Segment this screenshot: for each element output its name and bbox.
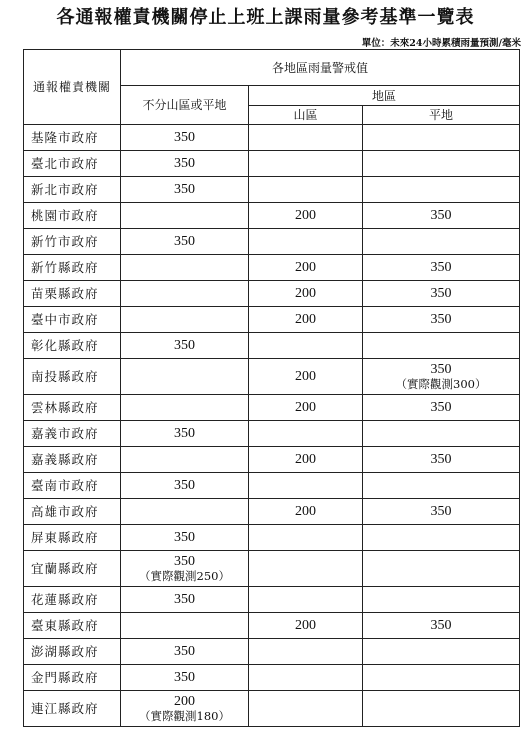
cell-no-distinction-value: 350 bbox=[174, 644, 195, 659]
cell-plain-value: 350 bbox=[430, 286, 452, 301]
cell-agency: 高雄市政府 bbox=[24, 499, 121, 525]
cell-no-distinction bbox=[121, 587, 249, 613]
cell-no-distinction-value: 350 bbox=[174, 234, 195, 249]
cell-plain bbox=[363, 587, 520, 613]
cell-agency: 臺北市政府 bbox=[24, 151, 121, 177]
cell-plain bbox=[363, 691, 520, 727]
cell-mountain bbox=[249, 499, 363, 525]
cell-mountain-value: 200 bbox=[295, 286, 316, 301]
header-no-distinction: 不分山區或平地 bbox=[121, 86, 249, 125]
cell-no-distinction-value: 200 bbox=[174, 694, 195, 709]
header-region: 地區 bbox=[249, 86, 520, 106]
cell-plain bbox=[363, 499, 520, 525]
cell-plain bbox=[363, 551, 520, 587]
cell-agency: 新竹縣政府 bbox=[24, 255, 121, 281]
table-row bbox=[24, 665, 520, 691]
cell-plain-value: 350 bbox=[430, 208, 452, 223]
table-row bbox=[24, 499, 520, 525]
cell-no-distinction bbox=[121, 255, 249, 281]
cell-plain bbox=[363, 333, 520, 359]
cell-plain bbox=[363, 125, 520, 151]
cell-plain-value: 350 bbox=[430, 312, 452, 327]
cell-mountain bbox=[249, 359, 363, 395]
cell-plain bbox=[363, 255, 520, 281]
cell-agency: 澎湖縣政府 bbox=[24, 639, 121, 665]
cell-mountain-value: 200 bbox=[295, 504, 316, 519]
table-row bbox=[24, 395, 520, 421]
cell-mountain bbox=[249, 255, 363, 281]
cell-mountain bbox=[249, 125, 363, 151]
cell-no-distinction-note: （實際觀測180） bbox=[139, 709, 230, 723]
cell-mountain-value: 200 bbox=[295, 208, 316, 223]
cell-plain bbox=[363, 421, 520, 447]
cell-no-distinction bbox=[121, 307, 249, 333]
cell-mountain bbox=[249, 203, 363, 229]
header-mountain: 山區 bbox=[249, 106, 363, 125]
cell-no-distinction bbox=[121, 333, 249, 359]
cell-agency: 嘉義市政府 bbox=[24, 421, 121, 447]
cell-plain bbox=[363, 203, 520, 229]
cell-plain bbox=[363, 525, 520, 551]
cell-plain bbox=[363, 281, 520, 307]
table-row bbox=[24, 151, 520, 177]
cell-no-distinction bbox=[121, 395, 249, 421]
table-row bbox=[24, 447, 520, 473]
cell-no-distinction bbox=[121, 229, 249, 255]
cell-agency: 南投縣政府 bbox=[24, 359, 121, 395]
table-row bbox=[24, 587, 520, 613]
cell-no-distinction-value: 350 bbox=[174, 670, 195, 685]
cell-mountain bbox=[249, 333, 363, 359]
cell-no-distinction-value: 350 bbox=[174, 554, 195, 569]
cell-no-distinction-value: 350 bbox=[174, 426, 195, 441]
header-agency: 通報權責機關 bbox=[24, 50, 121, 125]
cell-no-distinction bbox=[121, 359, 249, 395]
table-row bbox=[24, 473, 520, 499]
cell-mountain bbox=[249, 587, 363, 613]
table-row bbox=[24, 307, 520, 333]
cell-no-distinction-value: 350 bbox=[174, 156, 195, 171]
cell-plain-value: 350 bbox=[430, 452, 452, 467]
cell-mountain-value: 200 bbox=[295, 260, 316, 275]
cell-agency: 嘉義縣政府 bbox=[24, 447, 121, 473]
table-row bbox=[24, 255, 520, 281]
cell-mountain bbox=[249, 229, 363, 255]
cell-no-distinction bbox=[121, 613, 249, 639]
cell-plain-value: 350 bbox=[430, 504, 452, 519]
cell-no-distinction bbox=[121, 203, 249, 229]
cell-plain-value: 350 bbox=[430, 400, 452, 415]
cell-plain-value: 350 bbox=[430, 260, 452, 275]
cell-agency: 屏東縣政府 bbox=[24, 525, 121, 551]
cell-agency: 臺中市政府 bbox=[24, 307, 121, 333]
table-row bbox=[24, 177, 520, 203]
cell-mountain bbox=[249, 177, 363, 203]
cell-mountain bbox=[249, 447, 363, 473]
cell-agency: 連江縣政府 bbox=[24, 691, 121, 727]
cell-agency: 新北市政府 bbox=[24, 177, 121, 203]
cell-agency: 臺東縣政府 bbox=[24, 613, 121, 639]
cell-agency: 雲林縣政府 bbox=[24, 395, 121, 421]
table-row bbox=[24, 229, 520, 255]
cell-mountain bbox=[249, 307, 363, 333]
table-row bbox=[24, 639, 520, 665]
cell-mountain-value: 200 bbox=[295, 400, 316, 415]
cell-no-distinction-value: 350 bbox=[174, 182, 195, 197]
cell-mountain-value: 200 bbox=[295, 312, 316, 327]
table-row bbox=[24, 359, 520, 395]
cell-agency: 花蓮縣政府 bbox=[24, 587, 121, 613]
table-row bbox=[24, 551, 520, 587]
cell-mountain bbox=[249, 665, 363, 691]
table-row bbox=[24, 333, 520, 359]
table-row bbox=[24, 421, 520, 447]
table-row bbox=[24, 613, 520, 639]
cell-plain bbox=[363, 177, 520, 203]
cell-no-distinction bbox=[121, 151, 249, 177]
table-body bbox=[24, 125, 520, 727]
table-row bbox=[24, 281, 520, 307]
cell-no-distinction-value: 350 bbox=[174, 530, 195, 545]
cell-no-distinction bbox=[121, 447, 249, 473]
cell-no-distinction bbox=[121, 639, 249, 665]
cell-mountain bbox=[249, 421, 363, 447]
cell-plain bbox=[363, 613, 520, 639]
cell-no-distinction bbox=[121, 499, 249, 525]
cell-agency: 臺南市政府 bbox=[24, 473, 121, 499]
cell-mountain bbox=[249, 473, 363, 499]
cell-agency: 苗栗縣政府 bbox=[24, 281, 121, 307]
cell-mountain bbox=[249, 525, 363, 551]
cell-plain bbox=[363, 665, 520, 691]
cell-no-distinction bbox=[121, 125, 249, 151]
cell-no-distinction bbox=[121, 665, 249, 691]
cell-plain bbox=[363, 473, 520, 499]
cell-no-distinction-value: 350 bbox=[174, 478, 195, 493]
cell-mountain-value: 200 bbox=[295, 452, 316, 467]
cell-no-distinction-value: 350 bbox=[174, 592, 195, 607]
cell-agency: 宜蘭縣政府 bbox=[24, 551, 121, 587]
cell-mountain-value: 200 bbox=[295, 618, 316, 633]
cell-mountain bbox=[249, 551, 363, 587]
cell-mountain bbox=[249, 691, 363, 727]
cell-no-distinction bbox=[121, 551, 249, 587]
cell-mountain-value: 200 bbox=[295, 369, 316, 384]
cell-no-distinction bbox=[121, 691, 249, 727]
cell-agency: 金門縣政府 bbox=[24, 665, 121, 691]
cell-no-distinction-value: 350 bbox=[174, 338, 195, 353]
cell-plain-note: （實際觀測300） bbox=[395, 377, 487, 391]
rainfall-threshold-table bbox=[23, 49, 520, 727]
cell-plain bbox=[363, 307, 520, 333]
cell-agency: 新竹市政府 bbox=[24, 229, 121, 255]
cell-plain bbox=[363, 229, 520, 255]
cell-mountain bbox=[249, 639, 363, 665]
header-warning-value: 各地區雨量警戒值 bbox=[121, 50, 520, 86]
table-row bbox=[24, 125, 520, 151]
cell-mountain bbox=[249, 151, 363, 177]
cell-mountain bbox=[249, 613, 363, 639]
cell-mountain bbox=[249, 281, 363, 307]
cell-no-distinction bbox=[121, 281, 249, 307]
cell-plain bbox=[363, 639, 520, 665]
table-row bbox=[24, 691, 520, 727]
table-row bbox=[24, 525, 520, 551]
cell-agency: 桃園市政府 bbox=[24, 203, 121, 229]
cell-plain bbox=[363, 359, 520, 395]
cell-plain bbox=[363, 151, 520, 177]
cell-plain-value: 350 bbox=[430, 362, 452, 377]
cell-mountain bbox=[249, 395, 363, 421]
cell-agency: 基隆市政府 bbox=[24, 125, 121, 151]
cell-no-distinction-value: 350 bbox=[174, 130, 195, 145]
cell-plain-value: 350 bbox=[430, 618, 452, 633]
cell-plain bbox=[363, 447, 520, 473]
unit-note: 單位：未來24小時累積雨量預測/毫米 bbox=[361, 38, 521, 49]
cell-no-distinction-note: （實際觀測250） bbox=[139, 569, 230, 583]
document-title: 各通報權責機關停止上班上課雨量參考基準一覽表 bbox=[56, 7, 475, 28]
cell-no-distinction bbox=[121, 473, 249, 499]
cell-no-distinction bbox=[121, 525, 249, 551]
cell-no-distinction bbox=[121, 177, 249, 203]
table-row bbox=[24, 203, 520, 229]
header-plain: 平地 bbox=[363, 106, 520, 125]
cell-no-distinction bbox=[121, 421, 249, 447]
cell-plain bbox=[363, 395, 520, 421]
cell-agency: 彰化縣政府 bbox=[24, 333, 121, 359]
